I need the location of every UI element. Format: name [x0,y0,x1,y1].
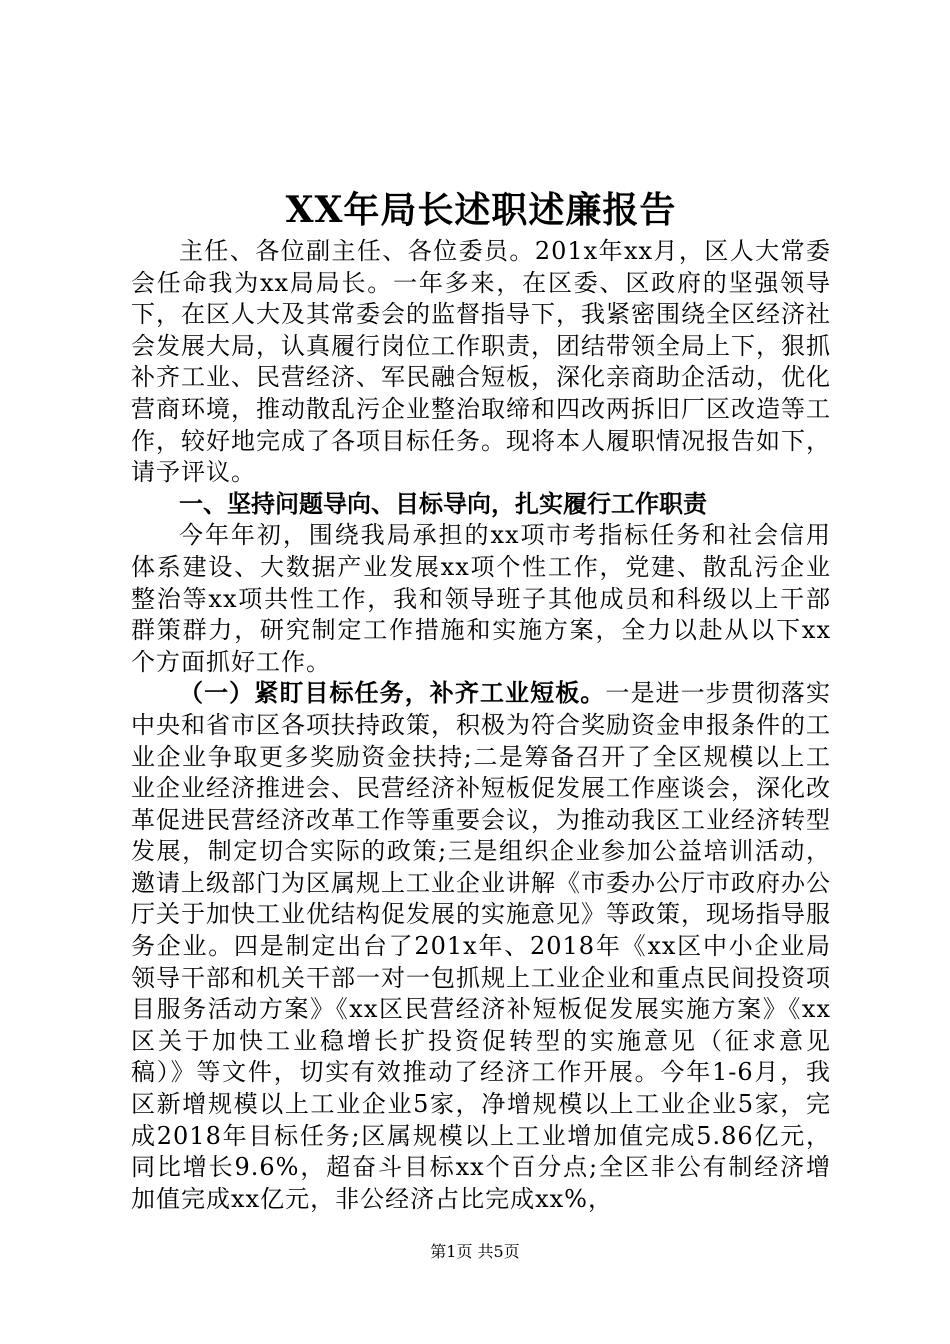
opening-paragraph: 主任、各位副主任、各位委员。201x年xx月，区人大常委会任命我为xx局局长。一年多来，在区委、区政府的坚强领导下，在区人大及其常委会的监督指导下，我紧密围绕全区经济社会发展大局，认真履行岗位工作职责，团结带领全局上下，狠抓补齐工业、民营经济、军民融合短板，深化亲商助企活动，优化营商环境，推动散乱污企业整治取缔和四改两拆旧厂区改造等工作，较好地完成了各项目标任务。现将本人履职情况报告如下，请予评议。 [131,237,831,487]
section-1-paragraph: 今年年初，围绕我局承担的xx项市考指标任务和社会信用体系建设、大数据产业发展xx项个性工作，党建、散乱污企业整治等xx项共性工作，我和领导班子其他成员和科级以上干部群策群力，研究制定工作措施和实施方案，全力以赴从以下xx个方面抓好工作。 [131,521,831,676]
page-footer: 第1页 共5页 [430,1242,520,1261]
subsection-1-lead: （一）紧盯目标任务，补齐工业短板。 [179,679,606,708]
subsection-1-body: 一是进一步贯彻落实中央和省市区各项扶持政策，积极为符合奖励资金申报条件的工业企业争取更多奖励资金扶持;二是筹备召开了全区规模以上工业企业经济推进会、民营经济补短板促发展工作座谈会，深化改革促进民营经济改革工作等重要会议，为推动我区工业经济转型发展，制定切合实际的政策;三是组织企业参加公益培训活动，邀请上级部门为区属规上工业企业讲解《市委办公厅市政府办公厅关于加快工业优结构促发展的实施意见》等政策，现场指导服务企业。四是制定出台了201x年、2018年《xx区中小企业局领导干部和机关干部一对一包抓规上工业企业和重点民间投资项目服务活动方案》《xx区民营经济补短板促发展实施方案》《xx区关于加快工业稳增长扩投资促转型的实施意见（征求意见稿）》等文件，切实有效推动了经济工作开展。今年1-6月，我区新增规模以上工业企业5家，净增规模以上工业企业5家，完成2018年目标任务;区属规模以上工业增加值完成5.86亿元，同比增长9.6%，超奋斗目标xx个百分点;全区非公有制经济增加值完成xx亿元，非公经济占比完成xx%， [131,679,831,1213]
section-heading-1: 一、坚持问题导向、目标导向，扎实履行工作职责 [179,489,707,518]
subsection-1-paragraph [131,678,831,1215]
document-title: XX年局长述职述廉报告 [285,189,677,231]
document-page [131,186,831,1215]
